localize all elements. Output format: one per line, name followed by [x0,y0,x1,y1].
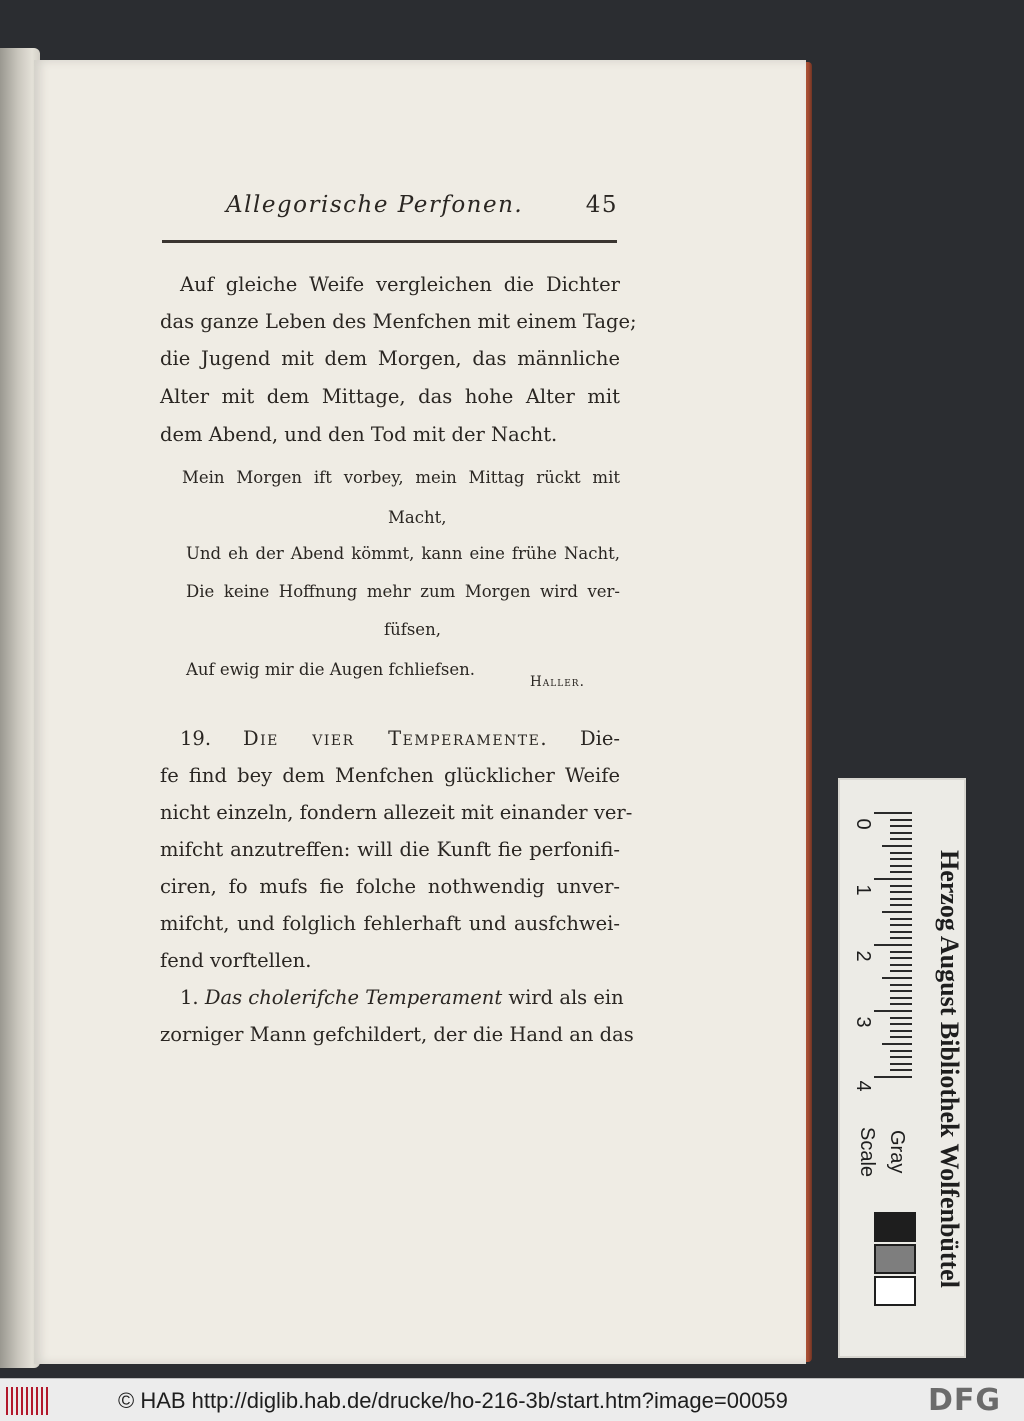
scale-tick [890,858,912,860]
section-first-line-rest: Die- [580,727,621,750]
scale-tick [874,944,912,946]
item-term: Das cholerifche Temperament [204,986,503,1009]
scale-number: 0 [852,818,874,830]
verse-line: Die keine Hoffnung mehr zum Morgen wird ver- [186,582,620,601]
scale-tick [890,1030,912,1032]
scale-tick [890,937,912,939]
running-head [226,192,618,228]
text-line: mifcht anzutreffen: will die Kunft fie perfonifi- [160,838,620,861]
scale-tick [874,1076,912,1078]
section-heading: Die vier Temperamente. [242,727,549,750]
scale-brand: Herzog August Bibliothek Wolfenbüttel [935,850,964,1288]
text-line: das ganze Leben des Menfchen mit einem Tage; [160,310,637,333]
scale-tick [890,865,912,867]
scale-tick [890,825,912,827]
scale-tick [890,964,912,966]
item-number: 1. [180,986,199,1009]
scale-tick [890,957,912,959]
gray-swatch-mid [874,1244,916,1274]
verse-line: Auf ewig mir die Augen fchliefsen. [186,660,476,679]
text-line: dem Abend, und den Tod mit der Nacht. [160,423,558,446]
scale-tick [890,924,912,926]
scale-tick [882,845,912,847]
scale-tick [890,891,912,893]
scale-tick [890,898,912,900]
verse-line: Und eh der Abend kömmt, kann eine frühe Nacht, [186,544,620,563]
scale-tick [890,951,912,953]
text-line: nicht einzeln, fondern allezeit mit einander ver- [160,801,633,824]
footer-bar [0,1378,1024,1421]
scale-tick [890,1063,912,1065]
barcode-icon [6,1387,48,1415]
scale-tick [890,990,912,992]
scale-number: 4 [852,1080,874,1092]
text-line: mifcht, und folglich fehlerhaft und ausfchwei- [160,912,620,935]
scale-tick [890,852,912,854]
text-line: fend vorftellen. [160,949,312,972]
book-page [34,60,806,1364]
gray-swatch-white [874,1276,916,1306]
text-line: zorniger Mann gefchildert, der die Hand an das [160,1023,634,1046]
scale-number: 3 [852,1016,874,1028]
verse-attribution: Haller. [530,674,585,690]
scale-tick [890,1023,912,1025]
verse-line: Mein Morgen ift vorbey, mein Mittag rückt mit [182,468,620,487]
verse-line: füfsen, [384,620,441,639]
scale-tick [890,997,912,999]
scale-tick [890,1056,912,1058]
scale-tick [890,970,912,972]
page-number: 45 [585,192,618,218]
scale-tick [890,1069,912,1071]
scale-tick [890,885,912,887]
header-rule [162,240,617,243]
section-number: 19. [180,727,212,750]
scale-tick [890,1050,912,1052]
scale-tick [874,812,912,814]
text-line: fe find bey dem Menfchen glücklicher Weife [160,764,620,787]
scale-number: 2 [852,950,874,962]
item-line [180,983,624,1013]
dfg-logo: DFG [928,1383,1002,1418]
scale-tick [890,931,912,933]
running-head-title: Allegorische Perfonen. [226,192,524,218]
scale-tick [874,878,912,880]
gray-swatch-black [874,1212,916,1242]
gray-scale-card [838,778,966,1358]
scale-tick [890,871,912,873]
text-line: Alter mit dem Mittage, das hohe Alter mit [160,385,620,408]
scale-tick [890,819,912,821]
scale-tick [890,984,912,986]
verse-line: Macht, [388,508,447,527]
scale-tick [890,1036,912,1038]
scale-tick [890,918,912,920]
copyright-link[interactable]: © HAB http://diglib.hab.de/drucke/ho-216-3b/start.htm?image=00059 [118,1388,788,1413]
section-heading-line [180,724,620,754]
scale-tick [890,904,912,906]
scale-tick [890,832,912,834]
scale-tick [890,1003,912,1005]
scale-tick [874,1010,912,1012]
item-rest: wird als ein [508,986,624,1009]
gray-scale-label: Gray Scale [856,1126,908,1178]
text-line: Auf gleiche Weife vergleichen die Dichter [180,273,620,296]
scale-tick [890,838,912,840]
scale-ticks [874,812,914,1092]
scale-tick [882,977,912,979]
text-line: die Jugend mit dem Morgen, das männliche [160,347,620,370]
text-line: ciren, fo mufs fie folche nothwendig unver- [160,875,620,898]
scale-tick [882,1043,912,1045]
scale-tick [882,911,912,913]
scale-tick [890,1017,912,1019]
scale-number: 1 [852,884,874,896]
